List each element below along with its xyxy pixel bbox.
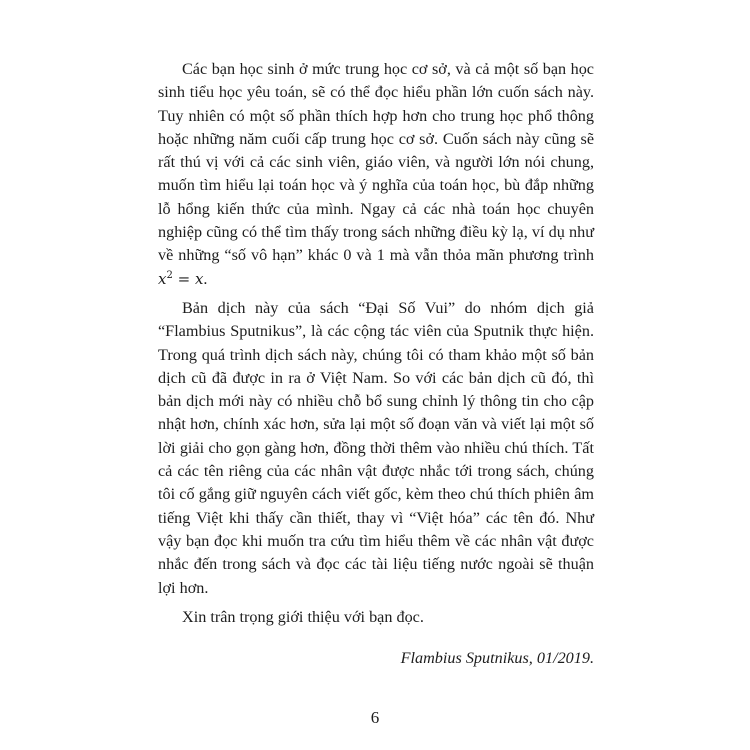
paragraph-intended-readers xyxy=(158,58,594,291)
paragraph-translation-notes-text: Bản dịch này của sách “Đại Số Vui” do nhóm dịch giả “Flambius Sputnikus”, là các cộng tác viên của Sputnik thực hiện. Trong quá trình dịch sách này, chúng tôi có tham khảo một số bản dịch cũ đã được in ra ở Việt Nam. So với các bản dịch cũ đó, thì bản dịch mới này có nhiều chỗ bổ sung chỉnh lý thông tin cho cập nhật hơn, chính xác hơn, sửa lại một số đoạn văn và viết lại một số lời giải cho gọn gàng hơn, đồng thời thêm vào nhiều chú thích. Tất cả các tên riêng của các nhân vật được nhắc tới trong sách, chúng tôi cố gắng giữ nguyên cách viết gốc, kèm theo chú thích phiên âm tiếng Việt khi thấy cần thiết, thay vì “Việt hóa” các tên đó. Như vậy bạn đọc khi muốn tra cứu tìm hiểu thêm về các nhân vật được nhắc đến trong sách và đọc các tài liệu tiếng nước ngoài sẽ thuận lợi hơn. xyxy=(158,298,594,597)
equation-operator: = xyxy=(172,269,195,288)
signature: Flambius Sputnikus, 01/2019. xyxy=(400,649,594,668)
equation-rhs: x xyxy=(194,269,204,288)
equation-lhs-exponent: 2 xyxy=(166,269,173,281)
paragraph-intended-readers-end: . xyxy=(203,269,208,288)
paragraph-closing-text: Xin trân trọng giới thiệu với bạn đọc. xyxy=(182,607,424,626)
paragraph-closing xyxy=(158,606,594,629)
equation-lhs-base: x xyxy=(158,269,167,288)
equation xyxy=(158,270,203,288)
paragraph-translation-notes xyxy=(158,297,594,600)
page-body xyxy=(158,58,594,670)
page-number: 6 xyxy=(370,708,380,727)
paragraph-intended-readers-text: Các bạn học sinh ở mức trung học cơ sở, và cả một số bạn học sinh tiểu học yêu toán, sẽ có thể đọc hiểu phần lớn cuốn sách này. Tuy nhiên có một số phần thích hợp hơn cho trung học phổ thông hoặc những năm cuối cấp trung học cơ sở. Cuốn sách này cũng sẽ rất thú vị với cả các sinh viên, giáo viên, và người lớn nói chung, muốn tìm hiểu lại toán học và ý nghĩa của toán học, bù đắp những lỗ hổng kiến thức của mình. Ngay cả các nhà toán học chuyên nghiệp cũng có thể tìm thấy trong sách những điều kỳ lạ, ví dụ như về những “số vô hạn” khác 0 và 1 mà vẫn thỏa mãn phương trình xyxy=(158,60,594,265)
